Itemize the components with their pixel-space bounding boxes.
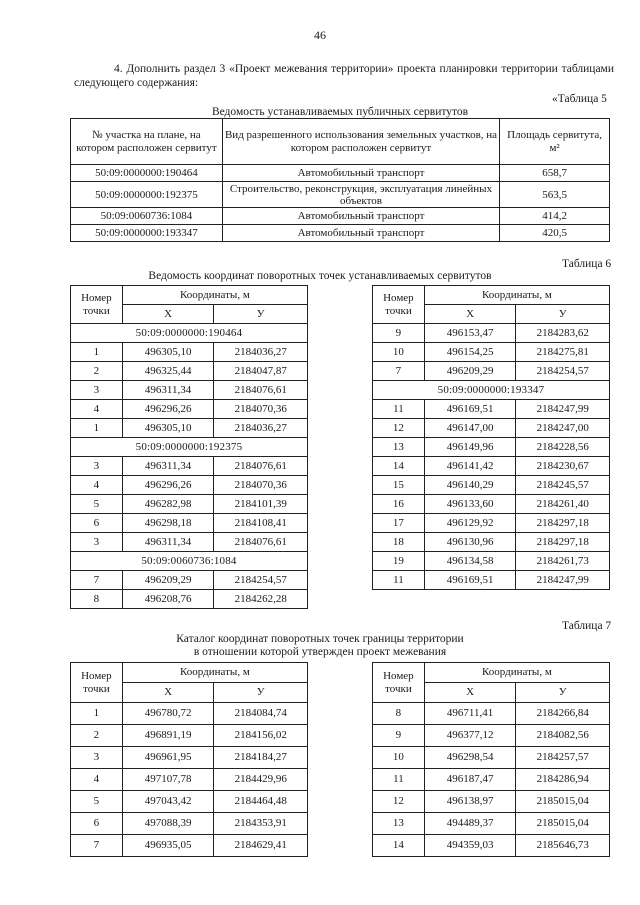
table6-row [373, 476, 610, 495]
table5-label: «Таблица 5 [552, 93, 607, 105]
y-coord-cell: 2184076,61 [214, 381, 308, 400]
y-coord-cell: 2184261,73 [516, 552, 610, 571]
point-number-cell: 1 [71, 343, 123, 362]
point-number-cell: 11 [373, 400, 425, 419]
x-coord-cell: 496129,92 [424, 514, 516, 533]
table7-left-header-row [71, 663, 308, 683]
y-coord-cell: 2184047,87 [214, 362, 308, 381]
point-number-cell: 3 [71, 381, 123, 400]
y-coord-cell: 2184245,57 [516, 476, 610, 495]
table5 [70, 118, 610, 242]
y-coord-cell: 2184247,99 [516, 400, 610, 419]
table7-row [71, 835, 308, 857]
point-number-cell: 9 [373, 725, 425, 747]
x-coord-cell: 496134,58 [424, 552, 516, 571]
point-number-cell: 7 [71, 835, 123, 857]
point-number-cell: 16 [373, 495, 425, 514]
y-coord-cell: 2185015,04 [516, 791, 610, 813]
point-number-cell: 14 [373, 835, 425, 857]
x-coord-cell: 496208,76 [122, 590, 214, 609]
y-coord-cell: 2184429,96 [214, 769, 308, 791]
table6-section-row [71, 552, 308, 571]
table7-row [71, 703, 308, 725]
table6-title: Ведомость координат поворотных точек устанавливаемых сервитутов [148, 270, 492, 282]
y-coord-cell: 2184228,56 [516, 438, 610, 457]
y-coord-cell: 2184108,41 [214, 514, 308, 533]
y-coord-cell: 2184076,61 [214, 533, 308, 552]
x-coord-cell: 496133,60 [424, 495, 516, 514]
table6-row [373, 362, 610, 381]
y-coord-cell: 2184036,27 [214, 419, 308, 438]
point-number-cell: 13 [373, 813, 425, 835]
section-parcel-id: 50:09:0000000:190464 [71, 324, 308, 343]
x-coord-cell: 496153,47 [424, 324, 516, 343]
table7-row [71, 813, 308, 835]
x-header: Х [122, 305, 214, 324]
point-number-cell: 2 [71, 725, 123, 747]
point-number-cell: 15 [373, 476, 425, 495]
point-number-cell: 19 [373, 552, 425, 571]
table7-right-header-row [373, 663, 610, 683]
table5-cell: Автомобильный транспорт [222, 225, 499, 242]
table6-row [373, 343, 610, 362]
table7-row [71, 791, 308, 813]
x-coord-cell: 496377,12 [424, 725, 516, 747]
y-coord-cell: 2184230,67 [516, 457, 610, 476]
x-coord-cell: 496282,98 [122, 495, 214, 514]
table6-row [71, 514, 308, 533]
x-coord-cell: 496305,10 [122, 343, 214, 362]
y-coord-cell: 2184156,02 [214, 725, 308, 747]
x-coord-cell: 496296,26 [122, 400, 214, 419]
point-number-cell: 3 [71, 747, 123, 769]
y-coord-cell: 2184184,27 [214, 747, 308, 769]
table7-row [373, 703, 610, 725]
table5-header-row [71, 119, 610, 165]
y-coord-cell: 2184082,56 [516, 725, 610, 747]
table5-cell: 563,5 [500, 182, 610, 208]
x-coord-cell: 496311,34 [122, 457, 214, 476]
point-number-cell: 11 [373, 769, 425, 791]
intro-paragraph: 4. Дополнить раздел 3 «Проект межевания территории» проекта планировки территории таблицами следующего содержания: [74, 63, 614, 89]
table6-section-row [71, 324, 308, 343]
point-number-cell: 6 [71, 514, 123, 533]
y-header: У [214, 683, 308, 703]
x-coord-cell: 496209,29 [424, 362, 516, 381]
table6-row [373, 438, 610, 457]
table6-row [373, 457, 610, 476]
y-coord-cell: 2184101,39 [214, 495, 308, 514]
y-header: У [214, 305, 308, 324]
table5-title: Ведомость устанавливаемых публичных сервитутов [211, 106, 469, 118]
point-number-cell: 6 [71, 813, 123, 835]
table7-row [373, 791, 610, 813]
coords-header: Координаты, м [424, 286, 609, 305]
table7-row [71, 769, 308, 791]
point-number-header: Номер точки [373, 663, 425, 703]
x-coord-cell: 496141,42 [424, 457, 516, 476]
coords-header: Координаты, м [424, 663, 609, 683]
table7-row [373, 725, 610, 747]
y-coord-cell: 2185646,73 [516, 835, 610, 857]
table6-row [373, 419, 610, 438]
point-number-cell: 3 [71, 533, 123, 552]
table6-row [71, 343, 308, 362]
y-coord-cell: 2184247,00 [516, 419, 610, 438]
table5-row [71, 208, 610, 225]
x-coord-cell: 496298,18 [122, 514, 214, 533]
y-coord-cell: 2184275,81 [516, 343, 610, 362]
point-number-cell: 10 [373, 343, 425, 362]
table6-row [373, 400, 610, 419]
table5-cell: Строительство, реконструкция, эксплуатация линейных объектов [222, 182, 499, 208]
x-coord-cell: 496149,96 [424, 438, 516, 457]
table6-row [373, 514, 610, 533]
x-coord-cell: 496780,72 [122, 703, 214, 725]
x-coord-cell: 496305,10 [122, 419, 214, 438]
y-coord-cell: 2184070,36 [214, 476, 308, 495]
coords-header: Координаты, м [122, 663, 307, 683]
table5-cell: 50:09:0060736:1084 [71, 208, 223, 225]
table7-label: Таблица 7 [562, 620, 612, 632]
point-number-cell: 11 [373, 571, 425, 590]
table6-row [71, 533, 308, 552]
table6-row [71, 400, 308, 419]
x-coord-cell: 494489,37 [424, 813, 516, 835]
table5-header-cell: № участка на плане, на котором расположен сервитут [71, 119, 223, 165]
table5-cell: Автомобильный транспорт [222, 208, 499, 225]
table5-row [71, 225, 610, 242]
y-header: У [516, 683, 610, 703]
x-coord-cell: 497043,42 [122, 791, 214, 813]
y-coord-cell: 2184070,36 [214, 400, 308, 419]
table6-row [71, 495, 308, 514]
x-coord-cell: 496169,51 [424, 400, 516, 419]
table7-right [372, 662, 610, 857]
table6-label: Таблица 6 [562, 258, 612, 270]
y-coord-cell: 2184261,40 [516, 495, 610, 514]
y-coord-cell: 2184629,41 [214, 835, 308, 857]
point-number-cell: 10 [373, 747, 425, 769]
y-coord-cell: 2184297,18 [516, 533, 610, 552]
point-number-header: Номер точки [373, 286, 425, 324]
point-number-cell: 1 [71, 419, 123, 438]
x-coord-cell: 496311,34 [122, 381, 214, 400]
table6-left-header-row [71, 286, 308, 305]
table7-row [373, 769, 610, 791]
x-coord-cell: 496187,47 [424, 769, 516, 791]
table6-section-row [373, 381, 610, 400]
point-number-cell: 4 [71, 400, 123, 419]
point-number-cell: 7 [373, 362, 425, 381]
point-number-cell: 13 [373, 438, 425, 457]
point-number-cell: 2 [71, 362, 123, 381]
point-number-cell: 7 [71, 571, 123, 590]
point-number-cell: 14 [373, 457, 425, 476]
table7-row [71, 747, 308, 769]
x-coord-cell: 496169,51 [424, 571, 516, 590]
point-number-cell: 4 [71, 769, 123, 791]
point-number-cell: 5 [71, 495, 123, 514]
table7-row [71, 725, 308, 747]
y-coord-cell: 2184254,57 [214, 571, 308, 590]
table5-cell: 420,5 [500, 225, 610, 242]
y-coord-cell: 2184464,48 [214, 791, 308, 813]
table6-row [71, 419, 308, 438]
point-number-cell: 4 [71, 476, 123, 495]
table5-cell: 50:09:0000000:190464 [71, 165, 223, 182]
point-number-cell: 18 [373, 533, 425, 552]
x-coord-cell: 496711,41 [424, 703, 516, 725]
y-coord-cell: 2184262,28 [214, 590, 308, 609]
table7-row [373, 835, 610, 857]
table7-title-line2: в отношении которой утвержден проект межевания [193, 646, 447, 658]
table6-row [71, 476, 308, 495]
x-coord-cell: 496147,00 [424, 419, 516, 438]
table6-right-header-row [373, 286, 610, 305]
table5-header-cell: Вид разрешенного использования земельных участков, на котором расположен сервитут [222, 119, 499, 165]
table6-section-row [71, 438, 308, 457]
x-coord-cell: 494359,03 [424, 835, 516, 857]
table6-row [373, 495, 610, 514]
x-header: Х [122, 683, 214, 703]
table7-row [373, 747, 610, 769]
y-coord-cell: 2184247,99 [516, 571, 610, 590]
y-header: У [516, 305, 610, 324]
table5-cell: 50:09:0000000:193347 [71, 225, 223, 242]
section-parcel-id: 50:09:0000000:193347 [373, 381, 610, 400]
x-coord-cell: 497088,39 [122, 813, 214, 835]
x-coord-cell: 496154,25 [424, 343, 516, 362]
table7-title-line1: Каталог координат поворотных точек границы территории [176, 633, 464, 645]
table6-row [71, 571, 308, 590]
page-number: 46 [314, 28, 326, 42]
point-number-cell: 17 [373, 514, 425, 533]
table5-cell: 658,7 [500, 165, 610, 182]
section-parcel-id: 50:09:0060736:1084 [71, 552, 308, 571]
x-coord-cell: 496891,19 [122, 725, 214, 747]
table7-row [373, 813, 610, 835]
point-number-cell: 8 [71, 590, 123, 609]
table5-row [71, 165, 610, 182]
y-coord-cell: 2184084,74 [214, 703, 308, 725]
x-coord-cell: 496296,26 [122, 476, 214, 495]
table6-row [71, 381, 308, 400]
table6-row [71, 362, 308, 381]
x-coord-cell: 496209,29 [122, 571, 214, 590]
x-coord-cell: 496961,95 [122, 747, 214, 769]
point-number-cell: 1 [71, 703, 123, 725]
y-coord-cell: 2184254,57 [516, 362, 610, 381]
x-header: Х [424, 683, 516, 703]
table6-row [373, 571, 610, 590]
table6-left [70, 285, 308, 609]
table6-row [373, 552, 610, 571]
y-coord-cell: 2184353,91 [214, 813, 308, 835]
table7-left [70, 662, 308, 857]
y-coord-cell: 2184297,18 [516, 514, 610, 533]
table5-cell: Автомобильный транспорт [222, 165, 499, 182]
table5-cell: 50:09:0000000:192375 [71, 182, 223, 208]
point-number-cell: 5 [71, 791, 123, 813]
point-number-header: Номер точки [71, 663, 123, 703]
y-coord-cell: 2184266,84 [516, 703, 610, 725]
table5-header-cell: Площадь сервитута, м² [500, 119, 610, 165]
table6-row [373, 324, 610, 343]
x-coord-cell: 496311,34 [122, 533, 214, 552]
table5-row [71, 182, 610, 208]
table6-row [71, 590, 308, 609]
x-coord-cell: 496130,96 [424, 533, 516, 552]
table6-right [372, 285, 610, 590]
y-coord-cell: 2185015,04 [516, 813, 610, 835]
table5-cell: 414,2 [500, 208, 610, 225]
x-coord-cell: 497107,78 [122, 769, 214, 791]
coords-header: Координаты, м [122, 286, 307, 305]
section-parcel-id: 50:09:0000000:192375 [71, 438, 308, 457]
table6-row [373, 533, 610, 552]
y-coord-cell: 2184257,57 [516, 747, 610, 769]
point-number-cell: 12 [373, 791, 425, 813]
point-number-cell: 12 [373, 419, 425, 438]
x-header: Х [424, 305, 516, 324]
x-coord-cell: 496138,97 [424, 791, 516, 813]
x-coord-cell: 496298,54 [424, 747, 516, 769]
point-number-cell: 3 [71, 457, 123, 476]
point-number-header: Номер точки [71, 286, 123, 324]
y-coord-cell: 2184286,94 [516, 769, 610, 791]
x-coord-cell: 496325,44 [122, 362, 214, 381]
y-coord-cell: 2184283,62 [516, 324, 610, 343]
point-number-cell: 9 [373, 324, 425, 343]
x-coord-cell: 496935,05 [122, 835, 214, 857]
table6-row [71, 457, 308, 476]
y-coord-cell: 2184076,61 [214, 457, 308, 476]
x-coord-cell: 496140,29 [424, 476, 516, 495]
point-number-cell: 8 [373, 703, 425, 725]
y-coord-cell: 2184036,27 [214, 343, 308, 362]
